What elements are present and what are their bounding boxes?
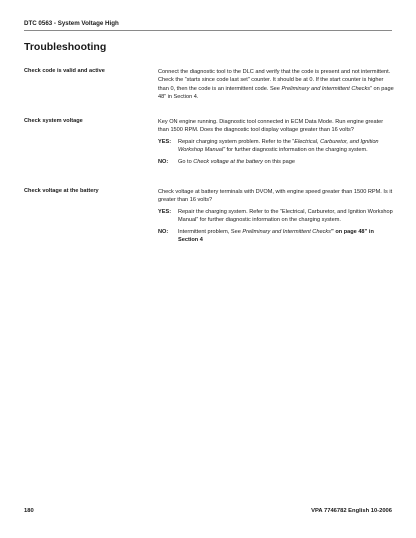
reference-link[interactable]: Preliminary and Intermittent Checks [242,228,331,235]
step-instructions [158,68,394,102]
section-title: Troubleshooting [24,41,107,53]
page-number: 180 [24,508,34,514]
yes-answer [158,138,394,155]
reference-link[interactable]: Electrical, Carburetor, and Ignition Workshop Manual” [178,138,379,154]
no-key: NO: [158,158,169,165]
instructions-text: Connect the diagnostic tool to the DLC and verify that the code is present and not intermittent. Check the “starts since code last set” counter. It should be at 0. If the start counter is higher than 0, then the code is an intermittent code. See [158,69,391,92]
yes-key: YES: [158,138,172,145]
no-answer [158,158,394,166]
no-text-end: ” on page 48” in Section 4 [178,228,374,244]
step-instructions: Key ON engine running. Diagnostic tool connected in ECM Data Mode. Run engine greater than 1500 RPM. Does the diagnostic tool display voltage greater than 16 volts? [158,119,384,134]
no-key: NO: [158,228,169,235]
yes-key: YES: [158,208,172,215]
page-header [24,20,392,31]
reference-link[interactable]: Preliminary and Intermittent Checks [281,85,371,92]
instructions-text-end: ” on page 48” in Section 4. [158,85,394,101]
no-text [178,228,394,245]
no-text-end: on this page [262,158,295,165]
step-label: Check code is valid and active [24,68,105,74]
no-answer [158,228,394,245]
step-body [158,68,394,102]
no-text-start: Intermittent problem, See [178,228,243,235]
no-text-start: Go to [178,158,194,165]
step-body [158,188,394,244]
step-instructions: Check voltage at battery terminals with DVOM, with engine speed greater than 1500 RPM. Is it greater than 16 volts? [158,189,393,204]
yes-text-end: for further diagnostic information on the charging system. [224,147,368,154]
yes-text [178,138,394,155]
yes-text: Repair the charging system. Refer to the “Electrical, Carburetor, and Ignition Workshop Manual” for further diagnostic information on the charging system. [178,208,393,224]
document-id: VPA 7746782 English 10-2006 [311,508,392,514]
reference-link[interactable]: Check voltage at the battery [193,158,263,165]
dtc-title: DTC 0563 - System Voltage High [24,20,119,27]
step-label: Check voltage at the battery [24,188,99,194]
step-label: Check system voltage [24,118,83,124]
page-footer [24,508,392,514]
step-body [158,118,394,166]
yes-text-start: Repair charging system problem. Refer to the “ [178,138,295,145]
no-text [178,158,394,166]
yes-answer [158,208,394,225]
